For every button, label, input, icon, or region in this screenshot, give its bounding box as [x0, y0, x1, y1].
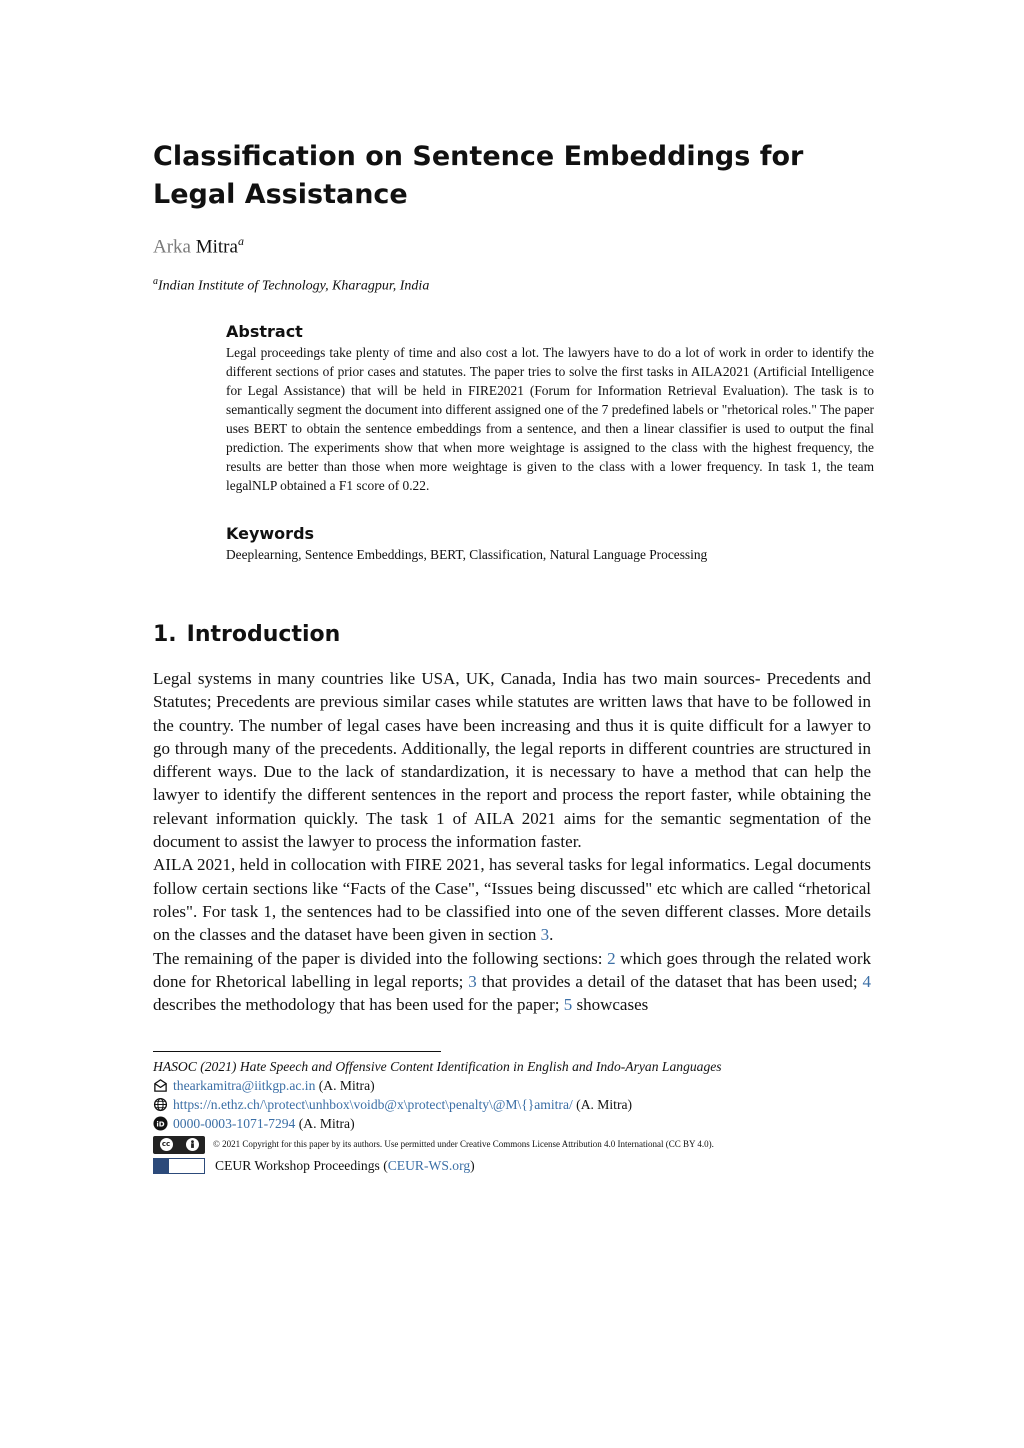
- footnote-copyright: [153, 1135, 873, 1154]
- email-link[interactable]: thearkamitra@iitkgp.ac.in: [173, 1078, 316, 1093]
- cc-by-badge-icon[interactable]: [153, 1136, 205, 1154]
- email-suffix: (A. Mitra): [315, 1078, 375, 1093]
- keywords-heading: Keywords: [226, 524, 315, 543]
- abstract-text: Legal proceedings take plenty of time and also cost a lot. The lawyers have to do a lot of work in order to identify the different sections of prior cases and statutes. The paper tries to solve the first tasks in AILA2021 (Artificial Intelligence for Legal Assistance) that will be held in FIRE2021 (Forum for Information Retrieval Evaluation). The task is to semantically segment the document into different assigned one of the 7 predefined labels or "rhetorical roles." The paper uses BERT to obtain the sentence embeddings from a sentence, and then a linear classifier is used to output the final prediction. The experiments show that when more weightage is assigned to the class with the highest frequency, the results are better than those when more weightage is given to the class with a lower frequency. In task 1, the team legalNLP obtained a F1 score of 0.22.: [226, 345, 874, 493]
- abstract-heading: Abstract: [226, 322, 303, 341]
- section-ref-3[interactable]: 3: [540, 925, 550, 945]
- intro-p3-text-a: The remaining of the paper is divided into the following sections:: [153, 948, 608, 968]
- venue-text: HASOC (2021) Hate Speech and Offensive Content Identification in English and Indo-Aryan Languages: [153, 1059, 722, 1074]
- section-ref-4[interactable]: 4: [862, 971, 871, 991]
- affiliation: [153, 272, 429, 297]
- affiliation-mark: a: [153, 276, 158, 287]
- envelope-icon: [153, 1078, 168, 1093]
- orcid-suffix: (A. Mitra): [295, 1116, 355, 1131]
- globe-icon: [153, 1097, 168, 1112]
- homepage-link[interactable]: https://n.ethz.ch/\protect\unhbox\voidb@x\protect\penalty\@M\{}amitra/: [173, 1097, 573, 1112]
- author-first-name[interactable]: Arka: [153, 236, 191, 258]
- section-ref-2[interactable]: 2: [607, 948, 616, 968]
- orcid-icon: [153, 1116, 168, 1131]
- intro-p2-end: .: [549, 925, 554, 945]
- footnote-rule: [153, 1051, 441, 1052]
- footnote-ceur: [153, 1156, 873, 1175]
- intro-p3-text-c: that provides a detail of the dataset that has been used;: [476, 971, 863, 991]
- ceur-suffix: ): [470, 1158, 475, 1173]
- intro-paragraph-2: [153, 853, 871, 946]
- intro-paragraph-3: [153, 947, 871, 1017]
- section-heading: [153, 622, 340, 647]
- section-ref-3b[interactable]: 3: [468, 971, 477, 991]
- intro-p3-text-b: which goes through the related work done for Rhetorical labelling in legal reports;: [153, 948, 871, 991]
- section-title: Introduction: [186, 622, 341, 647]
- ceur-link[interactable]: CEUR-WS.org: [387, 1158, 471, 1173]
- svg-text:iD: iD: [156, 1119, 165, 1129]
- keywords-text: Deeplearning, Sentence Embeddings, BERT, Classification, Natural Language Processing: [226, 547, 708, 562]
- ceur-prefix: CEUR Workshop Proceedings (: [215, 1158, 388, 1173]
- copyright-text: © 2021 Copyright for this paper by its authors. Use permitted under Creative Commons License Attribution 4.0 International (CC BY 4.0).: [213, 1139, 714, 1149]
- orcid-link[interactable]: 0000-0003-1071-7294: [173, 1116, 296, 1131]
- footnotes: [153, 1057, 873, 1175]
- introduction-body: [153, 667, 871, 1016]
- cc-badge-label: cc: [160, 1138, 173, 1151]
- intro-paragraph-1: Legal systems in many countries like USA, UK, Canada, India has two main sources- Precedents and Statutes; Precedents are previous similar cases while statutes are written laws that have to be followed in the country. The number of legal cases have been increasing and thus it is quite difficult for a lawyer to go through many of the precedents. Additionally, the legal reports in different countries are structured in different ways. Due to the lack of standardization, it is necessary to have a method that can help the lawyer to identify the different sentences in the report and process the report faster, while obtaining the relevant information quickly. The task 1 of AILA 2021 aims for the semantic segmentation of the document to assist the lawyer to process the information faster.: [153, 669, 871, 852]
- ceur-logo-icon: [153, 1158, 205, 1174]
- footnote-orcid: [153, 1114, 873, 1133]
- section-number: 1.: [153, 622, 177, 647]
- intro-p3-text-d: describes the methodology that has been used for the paper;: [153, 995, 564, 1015]
- author-affil-mark: a: [237, 234, 244, 248]
- by-person-icon: [186, 1138, 199, 1151]
- url-suffix: (A. Mitra): [572, 1097, 633, 1112]
- author-last-name: Mitra: [195, 236, 238, 258]
- section-ref-5[interactable]: 5: [563, 995, 573, 1015]
- author-line: [153, 228, 244, 260]
- footnote-url: [153, 1095, 873, 1114]
- intro-p2-text: AILA 2021, held in collocation with FIRE 2021, has several tasks for legal informatics. Legal documents follow certain sections like “Facts of the Case", “Issues being discussed" etc which are called “rhetorical roles". For task 1, the sentences had to be classified into one of the seven different classes. More details on the classes and the dataset have been given in section: [153, 855, 871, 945]
- intro-p3-text-e: showcases: [572, 995, 649, 1015]
- footnote-email: [153, 1076, 873, 1095]
- arxiv-stamp: [20, 460, 80, 1040]
- paper-title: Classification on Sentence Embeddings for Legal Assistance: [153, 141, 804, 210]
- affiliation-text: Indian Institute of Technology, Kharagpur, India: [158, 278, 430, 294]
- footnote-venue: [153, 1057, 873, 1076]
